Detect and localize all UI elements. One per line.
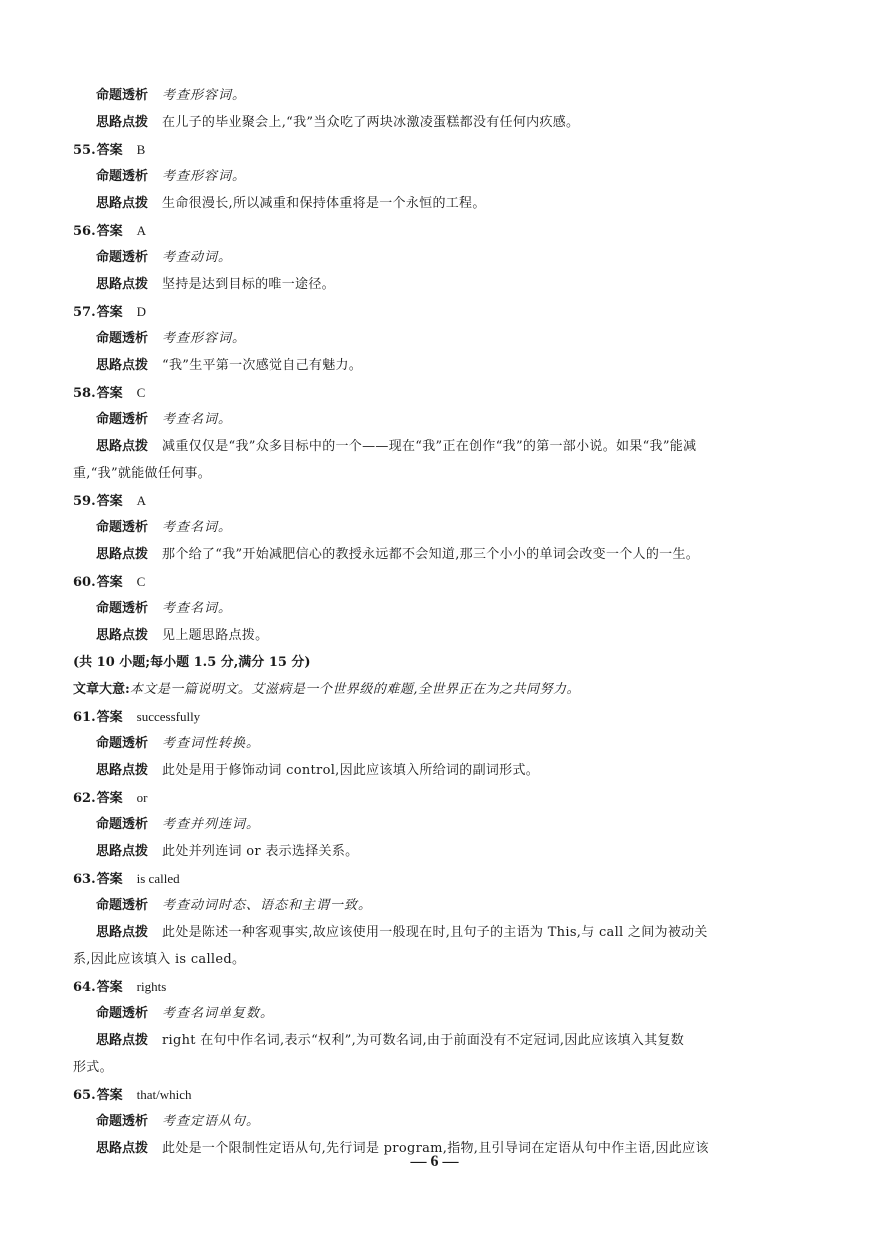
analysis-line xyxy=(0,595,869,622)
explanation-text: 此处是一个限制性定语从句,先行词是 program,指物,且引导词在定语从句中作主语,因此应该 xyxy=(162,1141,709,1156)
answer-line xyxy=(0,865,869,892)
analysis-line xyxy=(0,811,869,838)
answer-value: A xyxy=(136,223,147,238)
explanation-label: 思路点拨 xyxy=(96,844,149,859)
explanation-text: “我”生平第一次感觉自己有魅力。 xyxy=(162,358,363,373)
answer-label: 答案 xyxy=(96,386,123,401)
explanation-text: 坚持是达到目标的唯一途径。 xyxy=(162,277,335,292)
analysis-text: 考查名词。 xyxy=(162,601,233,616)
explanation-text: 此处并列连词 or 表示选择关系。 xyxy=(162,844,359,859)
section-heading xyxy=(0,649,869,676)
explanation-text: 系,因此应该填入 is called。 xyxy=(73,952,246,967)
explanation-line xyxy=(0,271,869,298)
analysis-text: 考查词性转换。 xyxy=(162,736,261,751)
answer-line xyxy=(0,379,869,406)
explanation-text: 那个给了“我”开始减肥信心的教授永远都不会知道,那三个小小的单词会改变一个人的一生。 xyxy=(162,547,700,562)
analysis-line xyxy=(0,406,869,433)
explanation-text: 此处是陈述一种客观事实,故应该使用一般现在时,且句子的主语为 This,与 call 之间为被动关 xyxy=(162,925,708,940)
answer-value: or xyxy=(136,790,148,805)
analysis-text: 考查名词单复数。 xyxy=(162,1006,275,1021)
analysis-text: 考查动词。 xyxy=(162,250,233,265)
answer-line xyxy=(0,703,869,730)
analysis-line xyxy=(0,325,869,352)
analysis-line xyxy=(0,163,869,190)
explanation-line xyxy=(0,622,869,649)
question-number: 63. xyxy=(73,872,96,887)
analysis-text: 考查名词。 xyxy=(162,412,233,427)
explanation-label: 思路点拨 xyxy=(96,277,149,292)
analysis-label: 命题透析 xyxy=(96,898,149,913)
explanation-label: 思路点拨 xyxy=(96,439,149,454)
answer-line xyxy=(0,1081,869,1108)
explanation-text: 形式。 xyxy=(73,1060,113,1075)
explanation-text: 此处是用于修饰动词 control,因此应该填入所给词的副词形式。 xyxy=(162,763,540,778)
analysis-label: 命题透析 xyxy=(96,250,149,265)
answer-value: is called xyxy=(136,871,180,886)
analysis-line xyxy=(0,514,869,541)
answer-line xyxy=(0,298,869,325)
analysis-label: 命题透析 xyxy=(96,88,149,103)
analysis-label: 命题透析 xyxy=(96,412,149,427)
explanation-text: 重,“我”就能做任何事。 xyxy=(73,466,212,481)
explanation-line xyxy=(0,919,869,946)
answer-label: 答案 xyxy=(96,143,123,158)
analysis-label: 命题透析 xyxy=(96,1114,149,1129)
summary-text: 本文是一篇说明文。艾滋病是一个世界级的难题,全世界正在为之共同努力。 xyxy=(129,682,580,697)
answer-label: 答案 xyxy=(96,305,123,320)
analysis-label: 命题透析 xyxy=(96,169,149,184)
analysis-label: 命题透析 xyxy=(96,817,149,832)
analysis-text: 考查定语从句。 xyxy=(162,1114,261,1129)
section-heading-text: (共 10 小题;每小题 1.5 分,满分 15 分) xyxy=(73,655,311,670)
answer-value: C xyxy=(136,574,146,589)
answer-line xyxy=(0,784,869,811)
answer-value: C xyxy=(136,385,146,400)
analysis-text: 考查形容词。 xyxy=(162,88,247,103)
explanation-label: 思路点拨 xyxy=(96,1141,149,1156)
answer-value: successfully xyxy=(136,709,201,724)
explanation-label: 思路点拨 xyxy=(96,196,149,211)
analysis-label: 命题透析 xyxy=(96,520,149,535)
explanation-label: 思路点拨 xyxy=(96,1033,149,1048)
explanation-text: 在儿子的毕业聚会上,“我”当众吃了两块冰激凌蛋糕都没有任何内疚感。 xyxy=(162,115,580,130)
answer-label: 答案 xyxy=(96,980,123,995)
analysis-text: 考查形容词。 xyxy=(162,169,247,184)
explanation-continuation xyxy=(0,460,869,487)
explanation-line xyxy=(0,190,869,217)
explanation-line xyxy=(0,838,869,865)
explanation-text: 生命很漫长,所以减重和保持体重将是一个永恒的工程。 xyxy=(162,196,486,211)
analysis-text: 考查名词。 xyxy=(162,520,233,535)
analysis-line xyxy=(0,892,869,919)
analysis-label: 命题透析 xyxy=(96,1006,149,1021)
question-number: 60. xyxy=(73,575,96,590)
article-summary xyxy=(0,676,869,703)
explanation-label: 思路点拨 xyxy=(96,925,149,940)
question-number: 58. xyxy=(73,386,96,401)
question-number: 62. xyxy=(73,791,96,806)
question-number: 65. xyxy=(73,1088,96,1103)
answer-line xyxy=(0,136,869,163)
explanation-continuation xyxy=(0,1054,869,1081)
explanation-line xyxy=(0,757,869,784)
explanation-continuation xyxy=(0,946,869,973)
question-number: 61. xyxy=(73,710,96,725)
question-number: 59. xyxy=(73,494,96,509)
question-number: 57. xyxy=(73,305,96,320)
explanation-label: 思路点拨 xyxy=(96,115,149,130)
analysis-line xyxy=(0,730,869,757)
answer-line xyxy=(0,217,869,244)
answer-label: 答案 xyxy=(96,575,123,590)
answer-label: 答案 xyxy=(96,1088,123,1103)
analysis-text: 考查并列连词。 xyxy=(162,817,261,832)
analysis-line xyxy=(0,244,869,271)
explanation-line xyxy=(0,433,869,460)
page-number: — 6 — xyxy=(410,1153,459,1170)
analysis-text: 考查形容词。 xyxy=(162,331,247,346)
answer-line xyxy=(0,973,869,1000)
explanation-text: 减重仅仅是“我”众多目标中的一个——现在“我”正在创作“我”的第一部小说。如果“我”能减 xyxy=(162,439,697,454)
answer-value: D xyxy=(136,304,147,319)
answer-value: A xyxy=(136,493,147,508)
answer-label: 答案 xyxy=(96,791,123,806)
answer-value: rights xyxy=(136,979,167,994)
answer-key-body xyxy=(0,82,869,1162)
analysis-line xyxy=(0,1000,869,1027)
analysis-label: 命题透析 xyxy=(96,736,149,751)
explanation-text: 见上题思路点拨。 xyxy=(162,628,269,643)
explanation-label: 思路点拨 xyxy=(96,358,149,373)
analysis-line xyxy=(0,1108,869,1135)
analysis-line xyxy=(0,82,869,109)
answer-line xyxy=(0,568,869,595)
summary-label: 文章大意: xyxy=(73,682,130,697)
analysis-label: 命题透析 xyxy=(96,331,149,346)
question-number: 56. xyxy=(73,224,96,239)
question-number: 55. xyxy=(73,143,96,158)
answer-label: 答案 xyxy=(96,710,123,725)
answer-label: 答案 xyxy=(96,494,123,509)
explanation-text: right 在句中作名词,表示“权利”,为可数名词,由于前面没有不定冠词,因此应该填入其复数 xyxy=(162,1033,685,1048)
explanation-label: 思路点拨 xyxy=(96,763,149,778)
answer-label: 答案 xyxy=(96,872,123,887)
analysis-label: 命题透析 xyxy=(96,601,149,616)
explanation-line xyxy=(0,109,869,136)
question-number: 64. xyxy=(73,980,96,995)
explanation-line xyxy=(0,352,869,379)
answer-label: 答案 xyxy=(96,224,123,239)
answer-value: that/which xyxy=(136,1087,192,1102)
explanation-line xyxy=(0,541,869,568)
explanation-label: 思路点拨 xyxy=(96,547,149,562)
analysis-text: 考查动词时态、语态和主谓一致。 xyxy=(162,898,373,913)
explanation-line xyxy=(0,1027,869,1054)
answer-value: B xyxy=(136,142,146,157)
explanation-label: 思路点拨 xyxy=(96,628,149,643)
answer-line xyxy=(0,487,869,514)
